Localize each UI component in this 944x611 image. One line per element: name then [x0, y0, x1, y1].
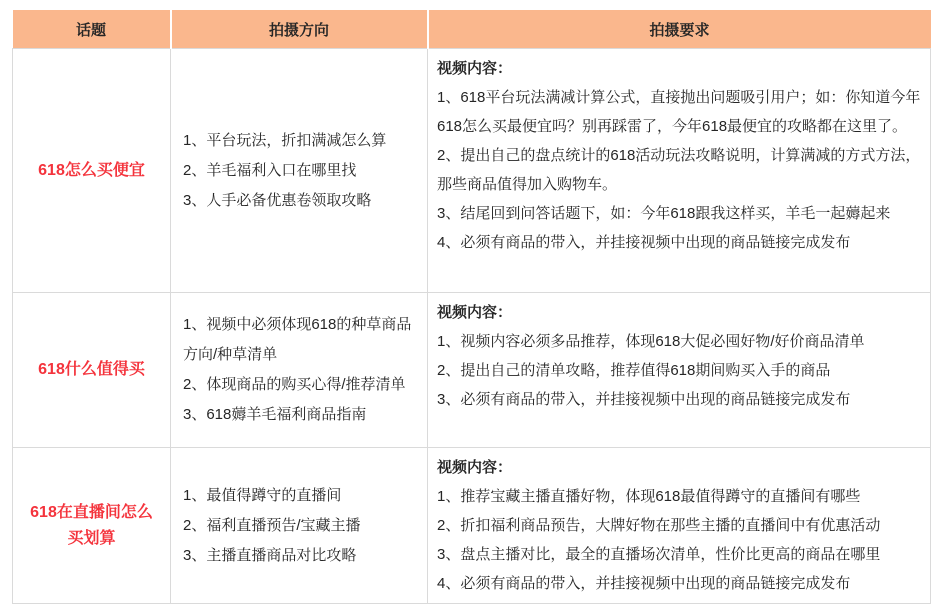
table-row: [13, 49, 931, 293]
requirement-item: 2、提出自己的盘点统计的618活动玩法攻略说明，计算满减的方式方法，那些商品值得加入购物车。: [437, 147, 921, 193]
requirements-cell: [428, 49, 931, 293]
requirement-item: 1、618平台玩法满减计算公式，直接抛出问题吸引用户；如：你知道今年618怎么买最便宜吗？别再踩雷了，今年618最便宜的攻略都在这里了。: [437, 89, 921, 135]
direction-cell: [171, 49, 428, 293]
shooting-guide-table: [12, 10, 931, 604]
requirement-item: 3、结尾回到问答话题下，如：今年618跟我这样买，羊毛一起薅起来: [437, 205, 891, 222]
topic-label: 618在直播间怎么买划算: [30, 503, 153, 547]
direction-item: 3、人手必备优惠卷领取攻略: [183, 191, 372, 209]
direction-item: 2、福利直播预告/宝藏主播: [183, 516, 361, 534]
requirement-item: 1、视频内容必须多品推荐，体现618大促必囤好物/好价商品清单: [437, 333, 865, 350]
table-body: [13, 49, 931, 604]
direction-item: 2、羊毛福利入口在哪里找: [183, 161, 357, 179]
requirement-item: 4、必须有商品的带入，并挂接视频中出现的商品链接完成发布: [437, 575, 851, 592]
table-row: [13, 448, 931, 604]
direction-item: 3、主播直播商品对比攻略: [183, 546, 357, 564]
direction-cell: [171, 448, 428, 604]
topic-cell: [13, 448, 171, 604]
topic-label: 618怎么买便宜: [38, 161, 145, 179]
requirements-title: 视频内容：: [437, 304, 513, 321]
requirement-item: 1、推荐宝藏主播直播好物，体现618最值得蹲守的直播间有哪些: [437, 488, 861, 505]
requirement-item: 3、盘点主播对比，最全的直播场次清单，性价比更高的商品在哪里: [437, 546, 881, 563]
header-shooting-requirements: 拍摄要求: [428, 10, 931, 49]
direction-item: 1、视频中必须体现618的种草商品方向/种草清单: [183, 316, 412, 363]
requirements-cell: [428, 448, 931, 604]
direction-item: 3、618薅羊毛福利商品指南: [183, 406, 367, 423]
table-header-row: [13, 10, 931, 49]
topic-label: 618什么值得买: [38, 361, 145, 378]
requirement-item: 3、必须有商品的带入，并挂接视频中出现的商品链接完成发布: [437, 391, 851, 408]
header-shooting-direction: 拍摄方向: [171, 10, 428, 49]
requirements-title: 视频内容：: [437, 459, 513, 476]
direction-item: 1、最值得蹲守的直播间: [183, 486, 342, 504]
table-row: [13, 293, 931, 448]
topic-cell: [13, 49, 171, 293]
header-topic: 话题: [13, 10, 171, 49]
requirement-item: 4、必须有商品的带入，并挂接视频中出现的商品链接完成发布: [437, 234, 851, 251]
direction-item: 1、平台玩法，折扣满减怎么算: [183, 131, 387, 149]
requirements-cell: [428, 293, 931, 448]
topic-cell: [13, 293, 171, 448]
direction-cell: [171, 293, 428, 448]
requirement-item: 2、提出自己的清单攻略，推荐值得618期间购买入手的商品: [437, 362, 831, 379]
direction-item: 2、体现商品的购买心得/推荐清单: [183, 376, 406, 393]
requirement-item: 2、折扣福利商品预告，大牌好物在那些主播的直播间中有优惠活动: [437, 517, 881, 534]
requirements-title: 视频内容：: [437, 60, 513, 77]
